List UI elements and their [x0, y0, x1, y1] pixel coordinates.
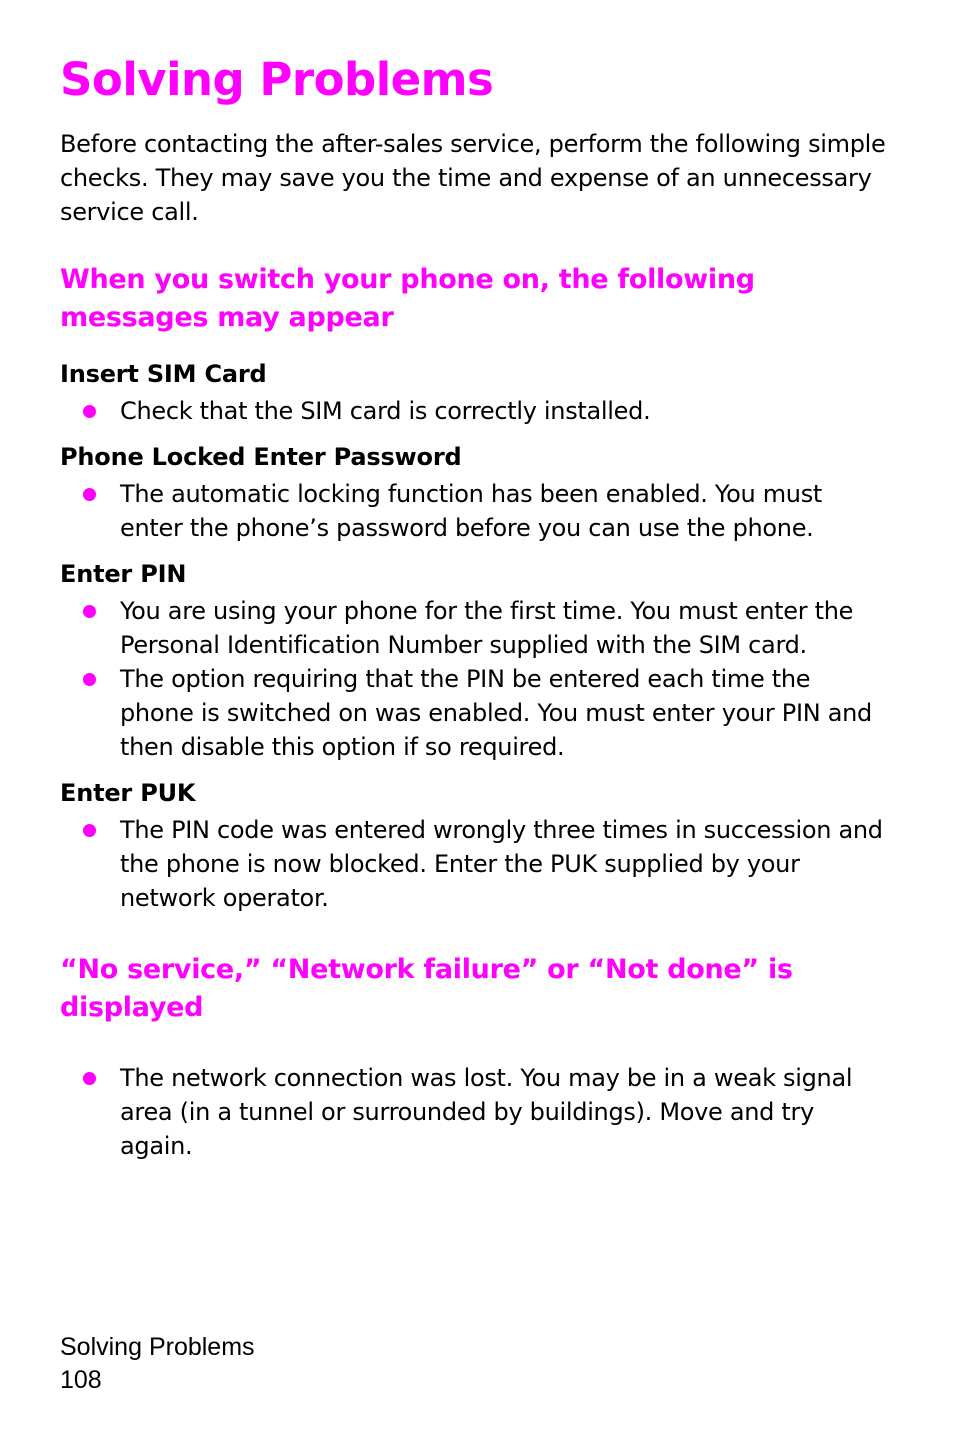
bullet-icon — [83, 824, 96, 837]
bullet-list-enter-puk — [60, 813, 890, 915]
item-heading-phone-locked: Phone Locked Enter Password — [60, 443, 462, 471]
bullet-list-network-errors — [60, 1061, 890, 1163]
list-item — [60, 594, 890, 662]
item-heading-enter-pin: Enter PIN — [60, 560, 187, 588]
bullet-list-insert-sim — [60, 394, 890, 428]
page-content — [60, 50, 890, 1163]
intro-paragraph: Before contacting the after-sales service, perform the following simple checks. They may save you the time and expense of an unnecessary service call. — [60, 130, 886, 226]
bullet-icon — [83, 405, 96, 418]
section-heading-startup-messages: When you switch your phone on, the following messages may appear — [60, 264, 755, 333]
list-item-text: Check that the SIM card is correctly installed. — [120, 397, 651, 425]
bullet-icon — [83, 605, 96, 618]
page-footer — [60, 1331, 255, 1397]
bullet-list-phone-locked — [60, 477, 890, 545]
list-item — [60, 813, 890, 915]
list-item — [60, 1061, 890, 1163]
list-item — [60, 394, 890, 428]
bullet-icon — [83, 488, 96, 501]
list-item — [60, 477, 890, 545]
section-heading-network-errors: “No service,” “Network failure” or “Not done” is displayed — [60, 954, 793, 1023]
bullet-icon — [83, 1072, 96, 1085]
item-heading-insert-sim: Insert SIM Card — [60, 360, 267, 388]
bullet-icon — [83, 673, 96, 686]
list-item — [60, 662, 890, 764]
list-item-text: The automatic locking function has been enabled. You must enter the phone’s password before you can use the phone. — [120, 480, 823, 542]
list-item-text: You are using your phone for the first time. You must enter the Personal Identification Number supplied with the SIM card. — [120, 597, 854, 659]
list-item-text: The option requiring that the PIN be entered each time the phone is switched on was enabled. You must enter your PIN and then disable this option if so required. — [120, 665, 872, 761]
page-title: Solving Problems — [60, 53, 494, 106]
footer-section-name: Solving Problems — [60, 1333, 255, 1361]
list-item-text: The network connection was lost. You may be in a weak signal area (in a tunnel or surrounded by buildings). Move and try again. — [120, 1064, 853, 1160]
list-item-text: The PIN code was entered wrongly three times in succession and the phone is now blocked. Enter the PUK supplied by your network operator. — [120, 816, 883, 912]
footer-page-number: 108 — [60, 1366, 102, 1394]
item-heading-enter-puk: Enter PUK — [60, 779, 196, 807]
bullet-list-enter-pin — [60, 594, 890, 764]
